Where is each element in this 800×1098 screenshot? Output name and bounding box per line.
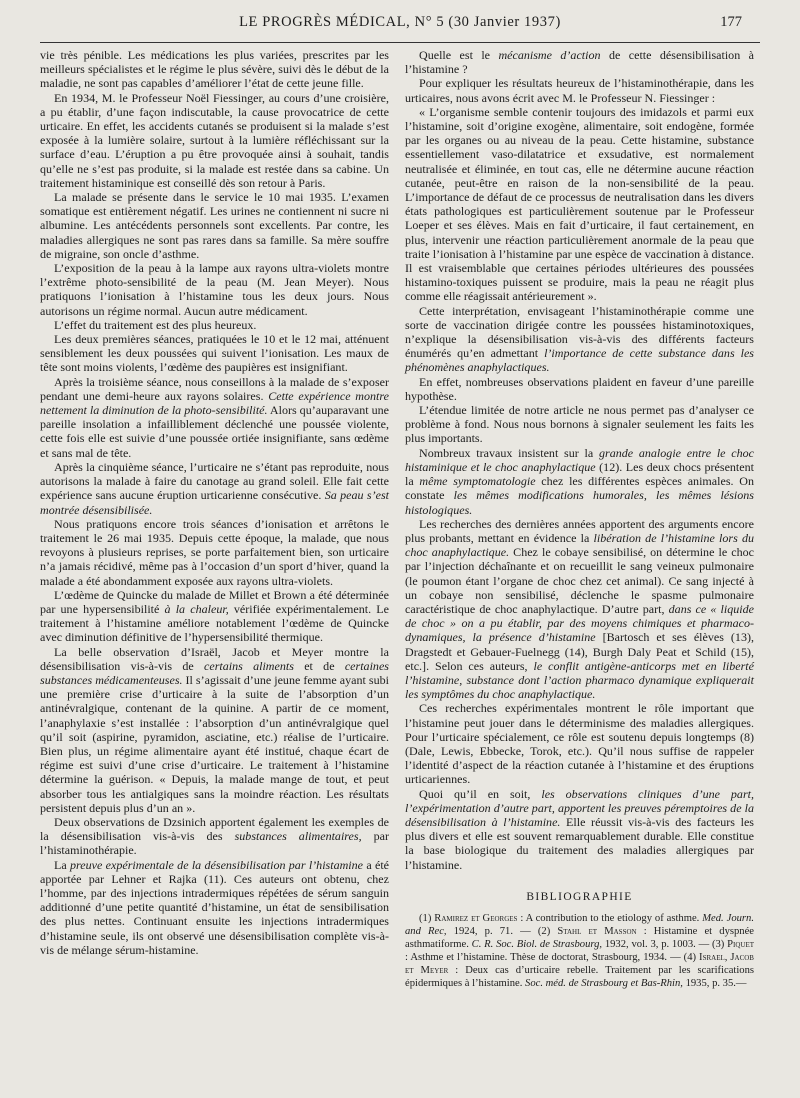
paragraph: L’exposition de la peau à la lampe aux rayons ultra-violets montre l’extrême photo-sensibilité de la peau (M. Jean Meyer). Nous pratiquons l’ionisation à l’histamine tous les deux jours. Nous autorisons un régime normal. Aucun autre médicament.: [40, 261, 389, 318]
author-name: Piquet: [727, 938, 754, 950]
emphasis: à la chaleur,: [164, 601, 229, 616]
paragraph: Nous pratiquons encore trois séances d’ionisation et arrêtons le traitement le 26 mai 1935. Depuis cette époque, la malade, que nous revoyons à plusieurs reprises, se porte parfaitement bien, son urticaire n’a jamais récidivé, même pas à l’occasion d’un sport d’hiver, quand la malade a été abondamment exposée aux rayons ultra-violets.: [40, 516, 389, 588]
paragraph: L’œdème de Quincke du malade de Millet et Brown a été déterminée par une hypersensibilité à la chaleur, vérifiée expérimentalement. Le traitement à l’histamine améliore notablement l’œdème de Quincke avec diminution définitive de l’hypersensibilité thermique.: [40, 587, 389, 645]
paragraph: Après la cinquième séance, l’urticaire ne s’étant pas reproduite, nous autorisons la malade à faire du canotage au grand soleil. Elle fait cette expérience sans aucune éruption urticarienne consécutive. Sa peau s’est montrée désensibilisée.: [40, 459, 389, 517]
paragraph: En 1934, M. le Professeur Noël Fiessinger, au cours d’une croisière, a pu établir, d’une façon indiscutable, la cause provocatrice de cette urticaire. En effet, les accidents cutanés se produisent si la malade s’est exposée à la lumière solaire, surtout à la lumière réfléchissant sur la surface d’eau. L’éruption a pu être provoquée ainsi à souhait, tandis qu’elle ne s’est pas produite, si la malade est restée dans sa cabine. Un traitement histaminique est conseillé dès son retour à Paris.: [40, 90, 389, 190]
emphasis: les observations cliniques d’une part, l’expérimentation d’autre part, apportent les preuves péremptoires de la désensibilisation à l’histamine.: [405, 786, 755, 829]
left-column: [40, 48, 389, 957]
paragraph: L’effet du traitement est des plus heureux.: [54, 317, 257, 332]
paragraph: L’étendue limitée de notre article ne nous permet pas d’analyser ce problème à fond. Nous nous bornons à signaler seulement les faits les plus importants.: [405, 403, 754, 446]
author-name: Stahl et Masson: [557, 925, 637, 937]
header-rule: [40, 42, 760, 43]
emphasis: le conflit antigène-anticorps met en liberté l’histamine, substance dont l’action pharmaco dynamique expliquerait les symptômes du choc anaphylactique.: [405, 658, 755, 702]
emphasis: même symptomatologie: [419, 474, 536, 489]
emphasis: l’importance de cette substance dans les phénomènes anaphylactiques.: [405, 346, 754, 375]
paragraph: Les deux premières séances, pratiquées le 10 et le 12 mai, atténuent sensiblement les deux poussées qui suivent l’ionisation. Les maux de tête sont moins violents, l’œdème des paupières est insignifiant.: [40, 332, 389, 375]
emphasis: Sa peau s’est montrée désensibilisée.: [40, 488, 389, 517]
emphasis: certains aliments: [204, 658, 294, 673]
paragraph: La preuve expérimentale de la désensibilisation par l’histamine a été apportée par Lehner et Rajka (11). Ces auteurs ont obtenu, chez l’homme, par des injections intradermiques répétées de sérum sanguin additionné d’une petite quantité d’histamine, un état de sensibilisation des plus nettes. Continuant ensuite les injections intradermiques d’histamine seule, ils ont observé une désensibilisation complète vis-à-vis de mélange sérum-histamine.: [40, 857, 390, 957]
right-column: [405, 48, 754, 990]
paragraph: La belle observation d’Israël, Jacob et Meyer montre la désensibilisation vis-à-vis de certains aliments et de certaines substances médicamenteuses. Il s’agissait d’une jeune femme ayant subi une première crise d’urticaire à la suite de l’absorption d’un antinévralgique, contenant de la quinine. A partir de ce moment, l’anaphylaxie s’est installée : l’absorption d’un antinévralgique quel qu’il soit (aspirine, pyramidon, asciatine, etc.) réalise de l’urticaire. Bien plus, un régime alimentaire ayant été institué, chaque écart de régime est suivi d’une crise d’urticaire. Le traitement à l’histamine détermine la guérison. « Depuis, la malade mange de tout, et peut absorber tous les antialgiques sans la moindre réaction. Les résultats persistent depuis plus d’un an ».: [40, 644, 389, 815]
paragraph: Quelle est le mécanisme d’action de cette désensibilisation à l’histamine ?: [405, 48, 754, 77]
emphasis: dans ce « liquide de choc » on a pu établir, par des moyens chimiques et pharmaco-dynamiques, la présence d’histamine: [405, 601, 754, 645]
paragraph: La malade se présente dans le service le 10 mai 1935. L’examen somatique est entièrement négatif. Les urines ne contiennent ni sucre ni albumine. Les antécédents personnels sont excellents. Par contre, les maladies allergiques ne sont pas rares dans sa famille. Sa mère souffre de migraine, son oncle d’asthme.: [40, 190, 389, 261]
emphasis: mécanisme d’action: [498, 48, 601, 62]
paragraph: Deux observations de Dzsinich apportent également les exemples de la désensibilisation vis-à-vis des substances alimentaires, par l’histaminothérapie.: [40, 814, 390, 858]
journal-title: Med. Journ. and Rec,: [405, 912, 754, 937]
emphasis: Cette expérience montre nettement la diminution de la photo-sensibilité.: [40, 388, 389, 418]
emphasis: libération de l’histamine lors du choc anaphylactique.: [405, 530, 754, 560]
paragraph: Pour expliquer les résultats heureux de l’histaminothérapie, dans les urticaires, nous avons écrit avec M. le Professeur N. Fiessinger :: [405, 76, 754, 105]
author-name: Ramirez et Georges: [434, 912, 518, 924]
paragraph: Après la troisième séance, nous conseillons à la malade de s’exposer pendant une demi-heure aux rayons solaires. Cette expérience montre nettement la diminution de la photo-sensibilité. Alors qu’auparavant une pareille insolation a infailliblement déclenché une poussée violente, cette fois elle est suivie d’une poussée ortiée insignifiante, sans œdème et sans mal de tête.: [40, 374, 389, 460]
emphasis: grande analogie entre le choc histaminique et le choc anaphylactique: [405, 445, 755, 474]
page-header: [0, 14, 800, 40]
paragraph: Ces recherches expérimentales montrent le rôle important que l’histamine peut jouer dans le déterminisme des maladies allergiques. Pour l’urticaire spécialement, ce rôle est soutenu depuis longtemps (8) (Dale, Lewis, Ebbecke, Torok, etc.). Qu’il nous suffise de rappeler l’identité d’aspect de la réaction cutanée à l’histamine et des éruptions urticariennes.: [405, 701, 754, 787]
paragraph: Quoi qu’il en soit, les observations cliniques d’une part, l’expérimentation d’autre part, apportent les preuves péremptoires de la désensibilisation à l’histamine. Elle réussit vis-à-vis des facteurs les plus divers et elle est souvent remarquablement durable. Elle constitue la base biologique du traitement des maladies allergiques par l’histamine.: [405, 786, 755, 872]
author-name: Israel, Jacob et Meyer: [405, 951, 754, 976]
paragraph: Nombreux travaux insistent sur la grande analogie entre le choc histaminique et le choc anaphylactique (12). Les deux chocs présentent la même symptomatologie chez les différentes espèces animales. On constate les mêmes modifications humorales, les mêmes lésions histologiques.: [405, 445, 755, 517]
page-number: 177: [720, 14, 742, 30]
emphasis: preuve expérimentale de la désensibilisation par l’histamine: [70, 857, 364, 872]
paragraph: vie très pénible. Les médications les plus variées, prescrites par les meilleurs spécialistes et le régime le plus sévère, suivi dès le début de la maladie, ne sont pas capables d’améliorer l’état de cette jeune fille.: [40, 48, 389, 91]
emphasis: substances alimentaires,: [234, 829, 362, 844]
journal-title: Soc. méd. de Strasbourg et Bas-Rhin,: [525, 977, 683, 989]
journal-title: C. R. Soc. Biol. de Strasbourg,: [471, 938, 603, 950]
bibliography-entries: (1) Ramirez et Georges : A contribution to the etiology of asthme. Med. Journ. and Rec, 1924, p. 71. — (2) Stahl et Masson : Histamine et dyspnée asthmatiforme. C. R. Soc. Biol. de Strasbourg, 1932, vol. 3, p. 1003. — (3) Piquet : Asthme et l’histamine. Thèse de doctorat, Strasbourg, 1934. — (4) Israel, Jacob et Meyer : Deux cas d’urticaire rebelle. Traitement par les scarifications épidermiques à l’histamine. Soc. méd. de Strasbourg et Bas-Rhin, 1935, p. 35.—: [405, 912, 754, 989]
paragraph: Cette interprétation, envisageant l’histaminothérapie comme une sorte de vaccination dirigée contre les poussées histaminotoxiques, n’explique la désensibilisation vis-à-vis des différents facteurs énumérés qu’en admettant l’importance de cette substance dans les phénomènes anaphylactiques.: [405, 303, 754, 375]
emphasis: les mêmes modifications humorales, les mêmes lésions histologiques.: [405, 488, 754, 517]
quotation: « L’organisme semble contenir toujours des imidazols et parmi eux l’histamine, soit d’origine exogène, alimentaire, soit endogène, formée par les organes ou au niveau de la peau. Cette histamine, substance essentiellement vaso-dilatatrice et exsudative, est normalement neutralisée et éliminée, en tout cas, elle ne détermine aucune réaction cutanée, peut-être en raison de la non-sensibilité de la peau. L’importance de défaut de ce processus de neutralisation dans les divers états pathologiques est particulièrement soutenue par le Professeur Loeper et ses élèves. Mais en fait d’urticaire, il faut certainement, en plus, intervenir une réaction particulièrement anormale de la peau que traite l’ionisation à l’histamine par une espèce de vaccination à distance. Il est vraisemblable que certaines périodes ultérieures des poussées histamino-toxiques puissent se produire, mais la peau ne réagit plus comme elle réagissait antérieurement ».: [405, 104, 754, 304]
running-head: LE PROGRÈS MÉDICAL, N° 5 (30 Janvier 1937): [239, 14, 561, 30]
bibliography-title: BIBLIOGRAPHIE: [526, 890, 633, 903]
paragraph: Les recherches des dernières années apportent des arguments encore plus probants, mettant en évidence la libération de l’histamine lors du choc anaphylactique. Chez le cobaye sensibilisé, on détermine le choc par l’injection déchaînante et on recueillit le sang veineux pulmonaire (le poumon étant l’organe de choc chez cet animal). Ce sang injecté à un cobaye non sensibilisé, déclenche le spasme pulmonaire caractéristique de choc anaphylactique. D’autre part, dans ce « liquide de choc » on a pu établir, par des moyens chimiques et pharmaco-dynamiques, la présence d’histamine [Bartosch et ses élèves (13), Dragstedt et Gebauer-Fuelnegg (14), Burgh Daly Peat et Schild (15), etc.]. Selon ces auteurs, le conflit antigène-anticorps met en liberté l’histamine, substance dont l’action pharmaco dynamique expliquerait les symptômes du choc anaphylactique.: [405, 516, 755, 702]
paragraph: En effet, nombreuses observations plaident en faveur d’une pareille hypothèse.: [405, 374, 754, 403]
emphasis: certaines substances médicamenteuses.: [40, 658, 389, 687]
